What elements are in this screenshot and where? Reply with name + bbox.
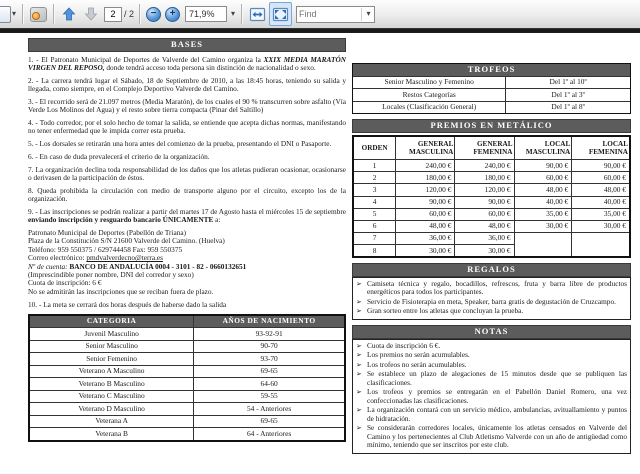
trophy-range-cell: Del 1º al 8º [505,101,630,114]
next-page-button[interactable] [80,2,102,26]
order-cell: 7 [354,232,395,244]
table-row [30,402,344,415]
list-item-text: Los premios no serán acumulables. [367,350,470,360]
list-item [355,307,627,316]
arrow-bullet-icon: ➢ [356,351,362,360]
years-cell: 64-60 [193,377,344,390]
trophy-category-cell: Locales (Clasificación General) [353,101,505,114]
prize-cell: 36,00 € [395,232,454,244]
prize-cell: 30,00 € [514,220,572,232]
paragraph: 3. - El recorrido será de 21.097 metros (Media Maratón), de los cuales el 90 % transcurren sobre asfalto (Vía Verde Los Molinos del Agua) y el resto sobre tierra compacta (Pinar del Saltillo) [28,96,346,115]
table-row [354,220,629,232]
zoom-level-field[interactable] [185,6,227,22]
paragraph: 5. - Los dorsales se retirarán una hora antes del comienzo de la prueba, presentando el DNI o Pasaporte. [28,139,332,149]
years-cell: 90-70 [193,340,344,353]
premios-section-header: PREMIOS EN METÁLICO [352,119,631,133]
list-item [355,370,627,387]
list-item [355,361,627,370]
prize-cell: 48,00 € [454,220,513,232]
trophy-category-cell: Restos Categorías [353,88,505,101]
years-cell: 64 - Anteriores [193,427,344,440]
zoom-level-value: 71,9% [189,9,215,19]
dropdown-arrow-icon: ▾ [366,9,371,18]
find-input[interactable] [297,8,361,21]
premios-header-row [354,137,629,159]
years-cell: 93-92-91 [193,327,344,340]
arrow-bullet-icon: ➢ [356,370,362,379]
categories-table [28,314,346,442]
column-header: ORDEN [361,144,388,153]
prize-cell: 90,00 € [454,196,513,208]
prize-cell: 60,00 € [571,171,629,183]
paragraph-9-text: 9. - Las inscripciones se podrán realizar a partir del martes 17 de Agosto hasta el miércoles 15 de septiembre [28,206,346,216]
paragraph-1-text: donde tendrá acceso toda persona sin distinción de nacionalidad o sexo. [104,63,316,73]
prize-cell: 30,00 € [454,244,513,256]
years-cell: 59-55 [193,390,344,403]
prize-cell: 48,00 € [395,220,454,232]
paragraph-list [28,77,346,204]
list-item-text: Servicio de Fisioterapia en meta, Speaker, barra gratis de degustación de Cruzcampo. [367,296,616,306]
email-label: Correo electrónico: [28,253,87,263]
arrow-bullet-icon: ➢ [356,406,362,415]
list-item-text: Se establece un plazo de alegaciones de 15 minutos desde que se publiquen las clasificaciones. [367,369,627,387]
registration-emphasis: enviando inscripción y resguardo bancario ÚNICAMENTE [28,215,214,225]
arrow-bullet-icon: ➢ [356,424,362,433]
trophy-range-cell: Del 1º al 3º [505,88,630,101]
paragraph-10: 10. - La meta se cerrará dos horas después de haberse dado la salida [28,299,227,309]
trophy-range-cell: Del 1º al 10º [505,76,630,89]
prize-cell [514,232,572,244]
category-cell: Veterano D Masculino [30,402,193,415]
race-name-emphasis: XXIX MEDIA MARATÓN VIRGEN DEL REPOSO, [28,54,347,73]
column-header: GENERAL FEMENINA [454,137,513,159]
prize-cell: 120,00 € [454,183,513,195]
years-cell: 54 - Anteriores [193,402,344,415]
fit-width-icon [249,6,266,23]
prize-cell: 90,00 € [514,159,572,171]
notas-list [352,339,631,454]
prize-cell [571,244,629,256]
toolbar-separator [53,4,55,24]
order-cell: 5 [354,208,395,220]
table-row [353,76,630,89]
list-item [355,351,627,360]
paragraph-9-text: a: [213,215,221,225]
order-cell: 3 [354,183,395,195]
prize-cell: 35,00 € [514,208,572,220]
minus-icon: − [150,8,157,19]
category-cell: Veterano C Masculino [30,390,193,403]
paragraph: 2. - La carrera tendrá lugar el Sábado, 18 de Septiembre de 2010, a las 18:45 horas, teniendo su salida y llegada, como siempre, en el Complejo Deportivo Valverde del Camino. [28,75,346,94]
dropdown-arrow-icon[interactable]: ▾ [12,9,17,18]
contact-phone-fax: Teléfono: 959 550375 / 629744458 Fax: 959 550375 [28,244,183,254]
list-item [355,298,627,307]
paragraph: 4. - Todo corredor, por el solo hecho de tomar la salida, se entiende que acepta dichas normas, manifestando no tener enfermedad que le impida correr esta prueba. [28,118,346,136]
prize-cell [514,244,572,256]
regalos-section-header: REGALOS [352,263,631,277]
find-combobox [296,6,375,23]
list-item-text: Los trofeos no serán acumulables. [367,359,467,369]
premios-section [352,119,631,258]
contact-address: Plaza de la Constitución S/N 21600 Valverde del Camino. (Huelva) [28,236,225,246]
zoom-in-button[interactable] [165,7,180,22]
list-item-text: Cuota de inscripción 6 €. [367,340,441,350]
page-number-input[interactable] [104,7,122,22]
prize-cell: 48,00 € [514,183,572,195]
list-item [355,280,627,297]
table-row [30,327,344,340]
snapshot-icon [30,7,47,22]
arrow-bullet-icon: ➢ [356,360,362,369]
toolbar-separator [139,4,141,24]
snapshot-tool-button[interactable] [27,2,50,26]
premios-body [354,159,629,256]
prize-cell: 90,00 € [395,196,454,208]
fee-line: Cuota de inscripción: 6 € [28,278,102,288]
down-arrow-icon [83,6,99,22]
list-item-text: Camiseta técnica y regalo, bocadillos, refrescos, fruta y barra libre de productos energéticos para todos los participantes. [367,278,627,297]
order-cell: 6 [354,220,395,232]
categories-header-row [30,316,344,328]
arrow-bullet-icon: ➢ [356,279,362,288]
prize-cell: 60,00 € [454,208,513,220]
table-row [30,352,344,365]
notas-section [352,325,631,454]
table-row [353,88,630,101]
categories-body [30,327,344,440]
list-item-text: Gran sorteo entre los atletas que concluyan la prueba. [367,306,524,316]
list-item [355,424,627,450]
table-row [30,377,344,390]
order-cell: 1 [354,159,395,171]
notas-section-header: NOTAS [352,325,631,339]
prize-cell: 180,00 € [454,171,513,183]
table-row [354,232,629,244]
trofeos-section-header: TROFEOS [353,64,630,76]
info-column [352,63,631,454]
fit-page-button[interactable] [269,2,292,26]
zoom-dropdown-button[interactable] [227,7,238,21]
arrow-bullet-icon: ➢ [356,297,362,306]
table-row [30,427,344,440]
file-tool-button[interactable] [0,2,19,26]
toolbar-separator [241,4,243,24]
plus-icon: + [169,8,176,19]
contact-org: Patronato Municipal de Deportes (Pabellón de Triana) [28,228,187,238]
trofeos-body [353,76,630,114]
prize-cell: 90,00 € [571,159,629,171]
table-row [354,208,629,220]
paragraph: 8. Queda prohibida la circulación con medio de transporte alguno por el circuito, excepto los de la organización. [28,185,346,204]
toolbar-separator [22,4,24,24]
prize-cell: 40,00 € [571,196,629,208]
table-row [353,101,630,114]
contact-block [28,229,346,296]
paragraph-1 [28,56,346,73]
table-row [30,340,344,353]
prize-cell: 35,00 € [571,208,629,220]
list-item-text: Se considerarán corredores locales, únicamente los atletas censados en Valverde del Camino y los pertenecientes al Club Atletismo Valverde con un año de antigüedad como mínimo, teniendo que ser inscritos por este club. [367,423,627,450]
fit-width-button[interactable] [246,2,269,26]
table-row [354,244,629,256]
category-cell: Senior Masculino [30,340,193,353]
document-icon [0,6,11,23]
trophy-category-cell: Senior Masculino y Femenino [353,76,505,89]
list-item [355,406,627,423]
column-header: GENERAL MASCULINA [395,137,454,159]
prize-cell: 120,00 € [395,183,454,195]
table-row [354,171,629,183]
arrow-bullet-icon: ➢ [356,307,362,316]
category-cell: Juvenil Masculino [30,327,193,340]
regalos-section [352,263,631,320]
prize-cell: 40,00 € [514,196,572,208]
dropdown-arrow-icon: ▾ [231,9,236,18]
list-item-text: Los trofeos y premios se entregarán en el Pabellón Daniel Romero, una vez confeccionadas las clasificaciones. [367,387,627,405]
arrow-bullet-icon: ➢ [356,388,362,397]
column-header: AÑOS DE NACIMIENTO [193,316,344,328]
page-count-label: / 2 [124,9,135,19]
premios-table [352,135,631,258]
account-note: (Imprescindible poner nombre, DNI del corredor y sexo) [28,270,194,280]
paragraph: 6. - En caso de duda prevalecerá el criterio de la organización. [28,151,210,161]
prize-cell: 36,00 € [454,232,513,244]
prize-cell: 60,00 € [395,208,454,220]
order-cell: 2 [354,171,395,183]
previous-page-button[interactable] [58,2,80,26]
category-cell: Veterana A [30,415,193,428]
table-row [354,196,629,208]
trofeos-table [352,63,631,114]
regalos-list [352,277,631,320]
bases-section-header: BASES [28,38,346,52]
column-header: LOCAL MASCULINA [514,137,572,159]
prize-cell [571,232,629,244]
list-item [355,388,627,405]
column-header: CATEGORIA [30,316,193,328]
arrow-bullet-icon: ➢ [356,341,362,350]
table-row [30,390,344,403]
order-cell: 4 [354,196,395,208]
table-row [354,159,629,171]
years-cell: 69-65 [193,365,344,378]
prize-cell: 180,00 € [395,171,454,183]
account-number: BANCO DE ANDALUCÍA 0004 - 3101 - 82 - 0660132651 [69,261,247,271]
prize-cell: 30,00 € [395,244,454,256]
table-row [354,183,629,195]
prize-cell: 240,00 € [454,159,513,171]
order-cell: 8 [354,244,395,256]
email-link[interactable]: pmdvalverdecno@terra.es [86,253,163,263]
prize-cell: 60,00 € [514,171,572,183]
prize-cell: 30,00 € [571,220,629,232]
years-cell: 69-65 [193,415,344,428]
prize-cell: 48,00 € [571,183,629,195]
fit-page-icon [272,6,289,23]
list-item [355,342,627,351]
years-cell: 93-70 [193,352,344,365]
category-cell: Veterano B Masculino [30,377,193,390]
pdf-viewer-toolbar [0,0,640,29]
category-cell: Veterana B [30,427,193,440]
table-row [30,365,344,378]
zoom-out-button[interactable] [146,7,161,22]
column-header: LOCAL FEMENINA [571,137,629,159]
list-item-text: La organización contará con un servicio médico, ambulancias, avituallamiento y puntos de hidratación. [367,405,627,423]
category-cell: Veterano A Masculino [30,365,193,378]
account-label: Nº de cuenta: [28,261,70,271]
prize-cell: 240,00 € [395,159,454,171]
table-row [30,415,344,428]
deadline-note: No se admitirán las inscripciones que se reciban fuera de plazo. [28,286,214,296]
paragraph-9 [28,208,346,225]
up-arrow-icon [61,6,77,22]
category-cell: Senior Femenino [30,352,193,365]
find-dropdown-button[interactable] [361,8,374,21]
bases-column [28,38,346,442]
document-page [0,33,640,474]
paragraph-1-text: 1. - El Patronato Municipal de Deportes de Valverde del Camino organiza la [28,54,264,64]
paragraph: 7. La organización declina toda responsabilidad de los daños que los atletas pudieran ocasionar, ocasionarse o derivasen de la participación de éstos. [28,164,346,183]
